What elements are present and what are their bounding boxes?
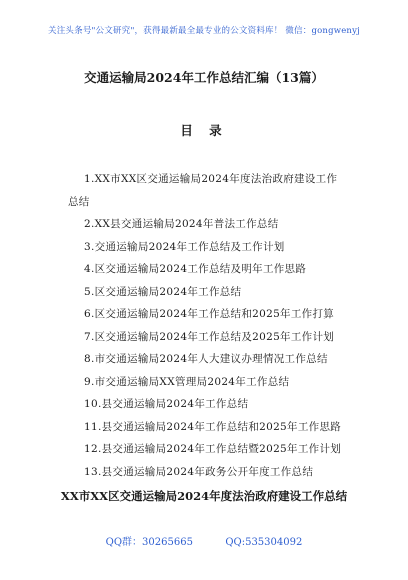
toc-item: 3.交通运输局2024年工作总结及工作计划 xyxy=(84,240,285,253)
toc-item: 8.市交通运输局2024年人大建议办理情况工作总结 xyxy=(84,353,328,365)
document-title: 交通运输局2024年工作总结汇编（13篇） xyxy=(84,70,324,85)
qq-number: QQ:535304092 xyxy=(225,537,303,548)
promo-banner: 关注头条号"公文研究"，获得最新最全最专业的公文资料库！ 微信：gongwenyj xyxy=(48,26,360,36)
toc-item xyxy=(70,168,360,213)
toc-item: 10.县交通运输局2024年工作总结 xyxy=(84,398,249,410)
table-of-contents xyxy=(70,168,360,483)
toc-item: 4.区交通运输局2024工作总结及明年工作思路 xyxy=(84,263,307,275)
toc-item: 2.XX县交通运输局2024年普法工作总结 xyxy=(84,218,279,230)
toc-item: 12.县交通运输局2024年工作总结暨2025年工作计划 xyxy=(84,443,342,455)
toc-item-line: 总结 xyxy=(68,195,90,208)
toc-item: 9.市交通运输局XX管理局2024年工作总结 xyxy=(84,375,290,388)
toc-item-line: 1.XX市XX区交通运输局2024年度法治政府建设工作 xyxy=(84,173,338,185)
qq-group-number: QQ群：30265665 xyxy=(105,537,193,548)
toc-heading: 目 录 xyxy=(180,123,228,138)
toc-item: 7.区交通运输局2024年工作总结及2025年工作计划 xyxy=(84,330,335,343)
toc-item: 11.县交通运输局2024年工作总结和2025年工作思路 xyxy=(84,420,342,433)
toc-item: 13.县交通运输局2024年政务公开年度工作总结 xyxy=(84,465,314,478)
section-title: XX市XX区交通运输局2024年度法治政府建设工作总结 xyxy=(60,489,348,503)
toc-item: 6.区交通运输局2024年工作总结和2025年工作打算 xyxy=(84,308,335,320)
footer-contact xyxy=(0,533,408,548)
toc-item: 5.区交通运输局2024年工作总结 xyxy=(84,285,242,298)
